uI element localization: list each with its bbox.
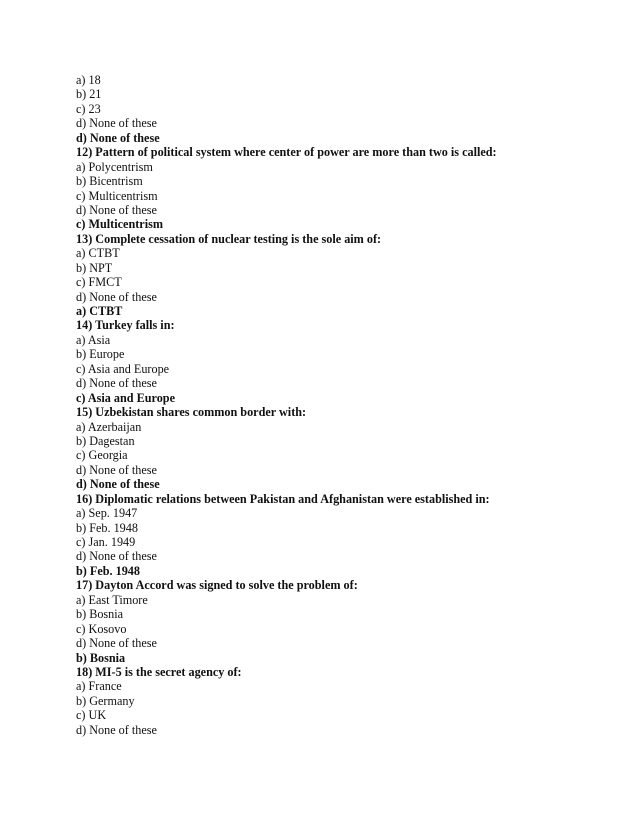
option-text: d) None of these [76,202,157,217]
option-text: d) None of these [76,116,157,131]
question-text: 15) Uzbekistan shares common border with: [76,405,307,420]
option-text: b) Dagestan [76,433,135,448]
option-text: d) None of these [76,462,157,477]
option-text: d) None of these [76,376,157,391]
option-text: c) Jan. 1949 [76,535,136,549]
option-text: c) UK [76,708,107,723]
answer-text: b) Feb. 1948 [76,563,140,578]
option-text: d) None of these [76,636,157,651]
question-text: 16) Diplomatic relations between Pakistan and Afghanistan were established in: [76,491,490,506]
option-text: b) Feb. 1948 [76,520,138,535]
option-text: c) FMCT [76,275,122,290]
option-text: c) 23 [76,101,101,116]
option-text: c) Multicentrism [76,188,158,203]
option-text: a) Polycentrism [76,159,153,174]
option-text: c) Asia and Europe [76,361,170,376]
option-text: a) East Timore [76,592,148,607]
answer-text: b) Bosnia [76,650,126,665]
option-text: b) Germany [76,693,135,708]
question-text: 18) MI-5 is the secret agency of: [76,664,242,679]
option-text: c) Georgia [76,448,128,463]
option-text: b) 21 [76,87,102,102]
option-text: b) NPT [76,260,113,275]
option-text: b) Bicentrism [76,174,143,189]
option-text: a) Azerbaijan [76,419,142,434]
option-text: d) None of these [76,549,157,564]
option-text: a) 18 [76,73,101,87]
option-text: a) Sep. 1947 [76,506,138,521]
option-text: b) Bosnia [76,607,124,622]
question-text: 17) Dayton Accord was signed to solve the problem of: [76,578,358,593]
question-text: 13) Complete cessation of nuclear testing is the sole aim of: [76,231,382,246]
answer-text: c) Asia and Europe [76,390,175,405]
option-text: c) Kosovo [76,621,127,636]
question-text: 12) Pattern of political system where center of power are more than two is called: [76,145,497,160]
option-text: b) Europe [76,347,125,362]
answer-text: d) None of these [76,477,160,492]
document-body [76,73,576,737]
option-text: a) Asia [76,332,111,347]
question-text: 14) Turkey falls in: [76,318,175,333]
option-text: a) CTBT [76,246,120,261]
answer-text: d) None of these [76,130,160,145]
option-text: d) None of these [76,722,157,737]
option-text: a) France [76,679,122,694]
answer-text: c) Multicentrism [76,217,163,232]
answer-text: a) CTBT [76,304,123,318]
option-text: d) None of these [76,289,157,304]
